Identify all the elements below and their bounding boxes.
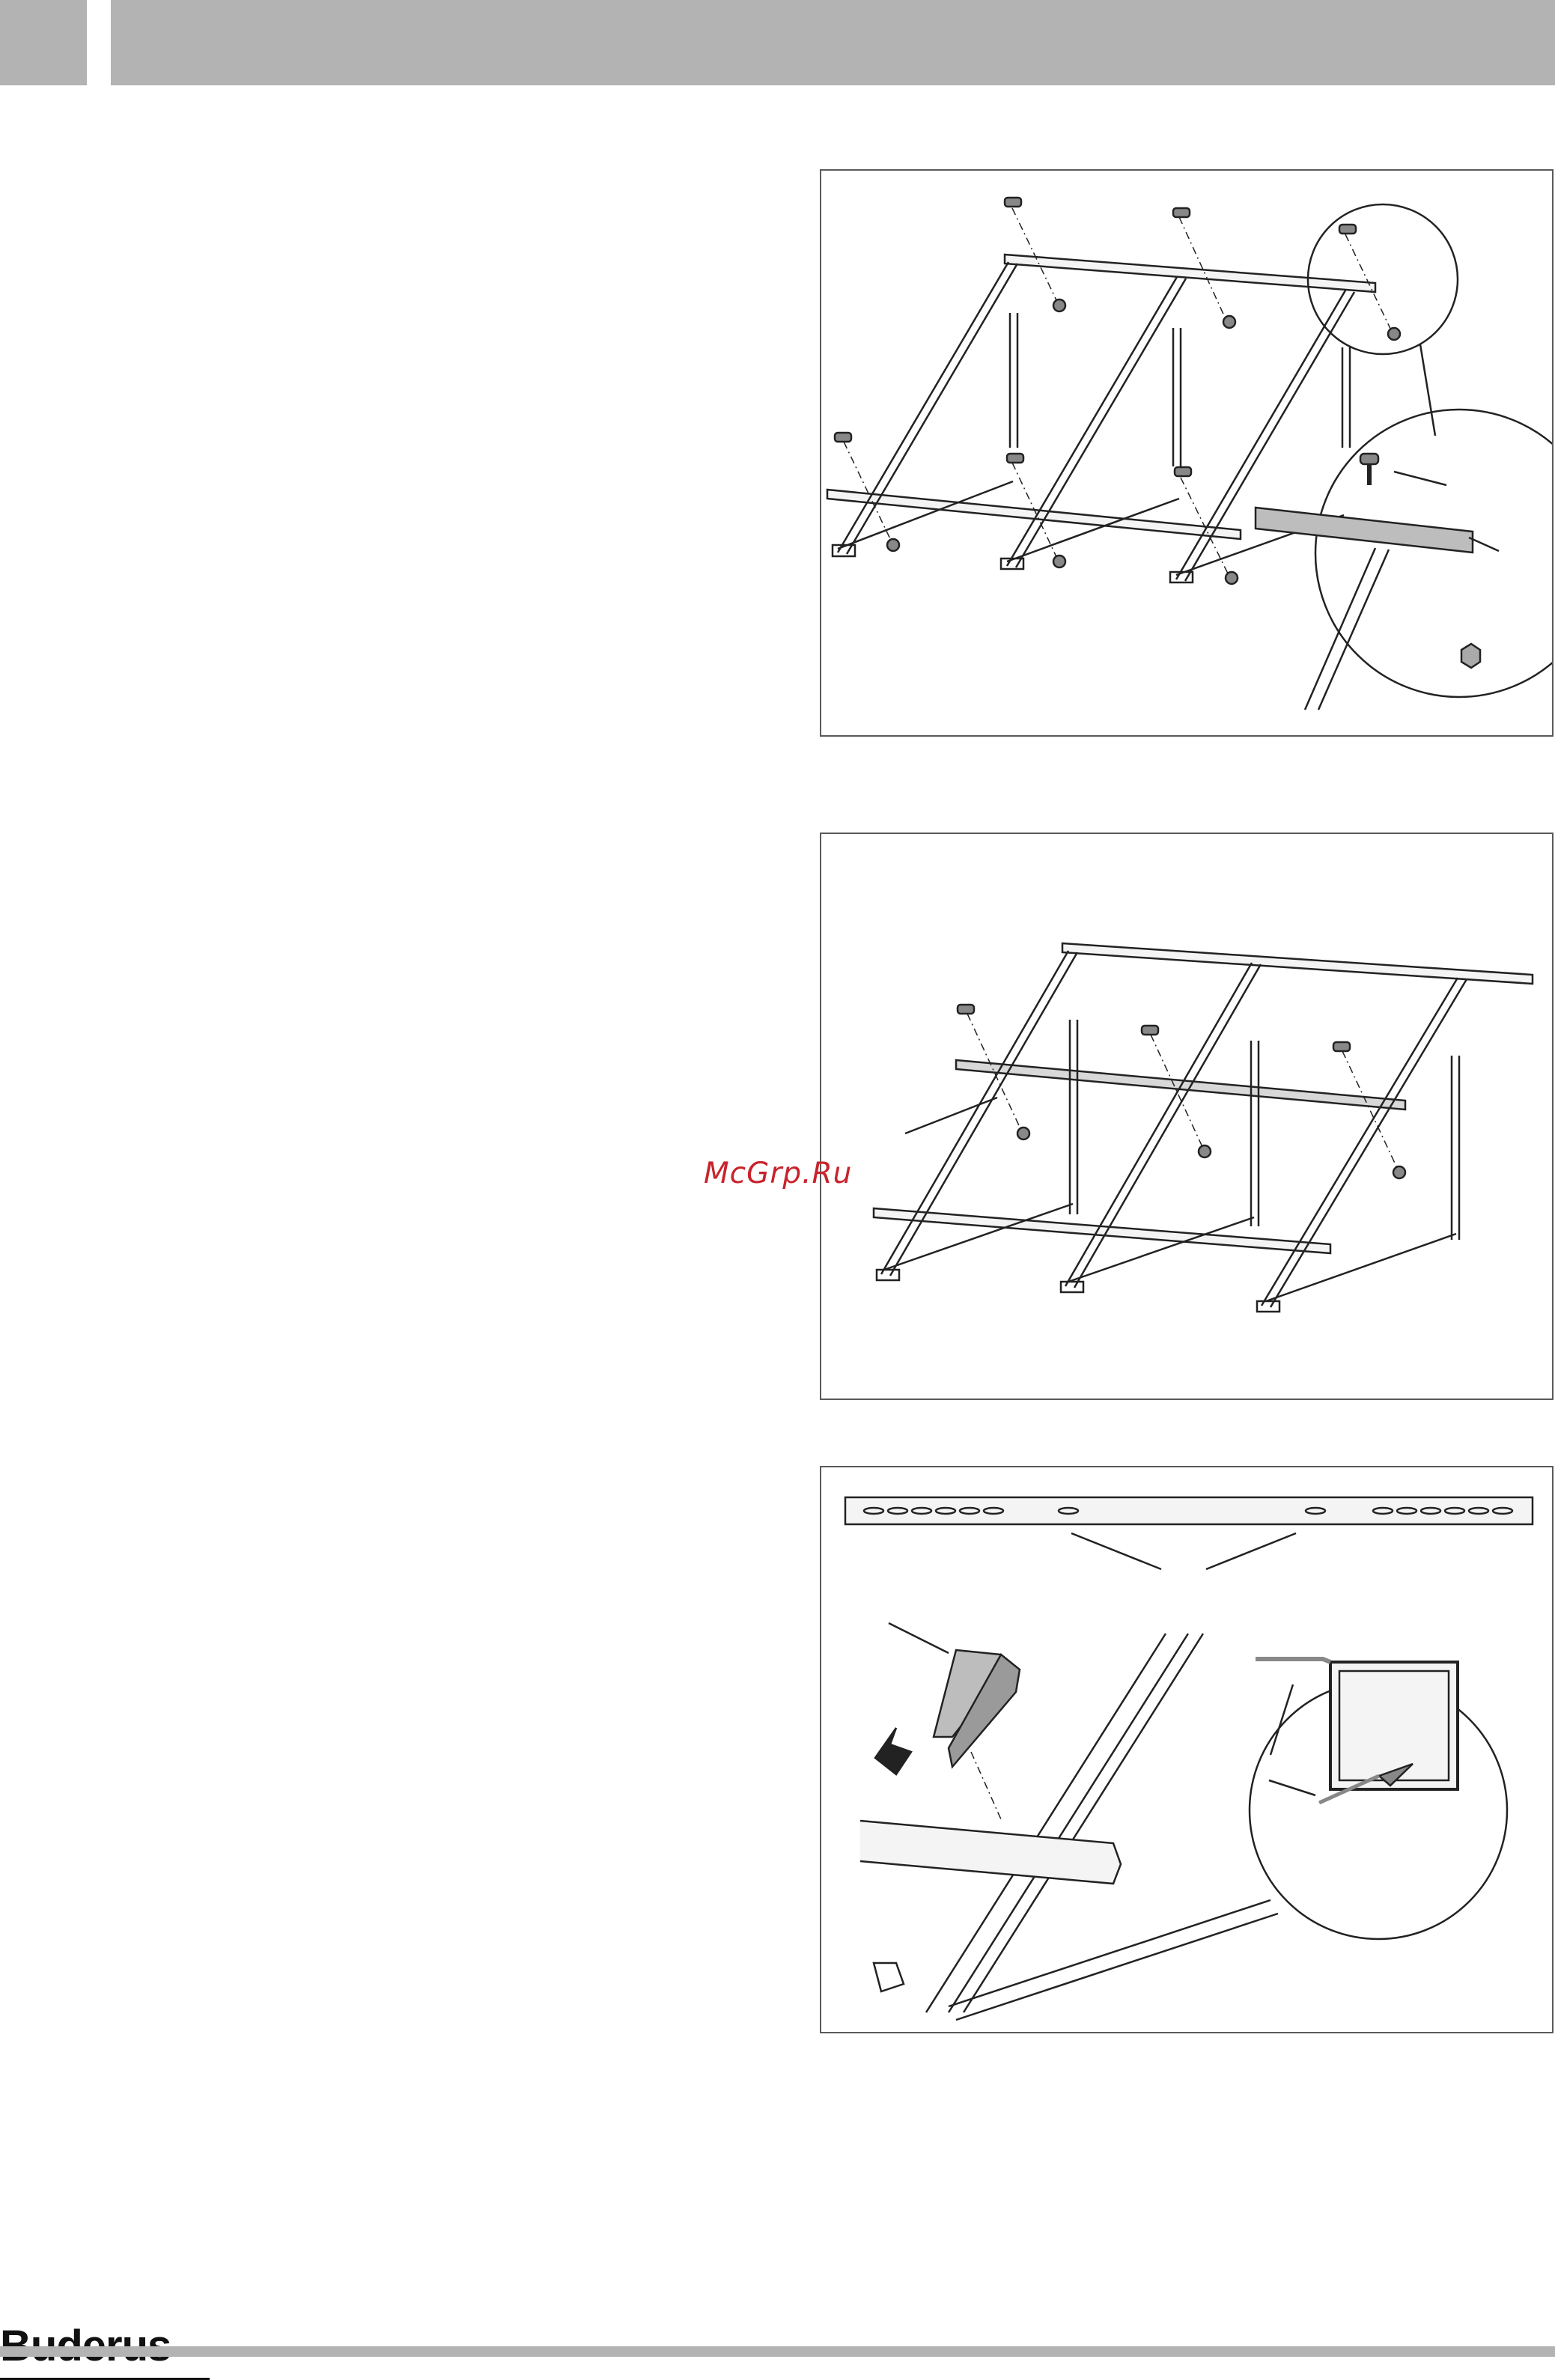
figure-3-panel (820, 1466, 1554, 2033)
header-bar-right (111, 0, 1555, 85)
figure-3-rail-clip-detail (821, 1467, 1552, 2032)
watermark-text: McGrp.Ru (704, 1157, 853, 1190)
figure-1-panel (820, 169, 1554, 737)
figure-2-panel (820, 833, 1554, 1400)
footer-bar (0, 2346, 1555, 2357)
figure-2-frame-assembly (821, 834, 1552, 1399)
header-bar-left (0, 0, 87, 85)
figure-1-frame-assembly (821, 171, 1552, 735)
